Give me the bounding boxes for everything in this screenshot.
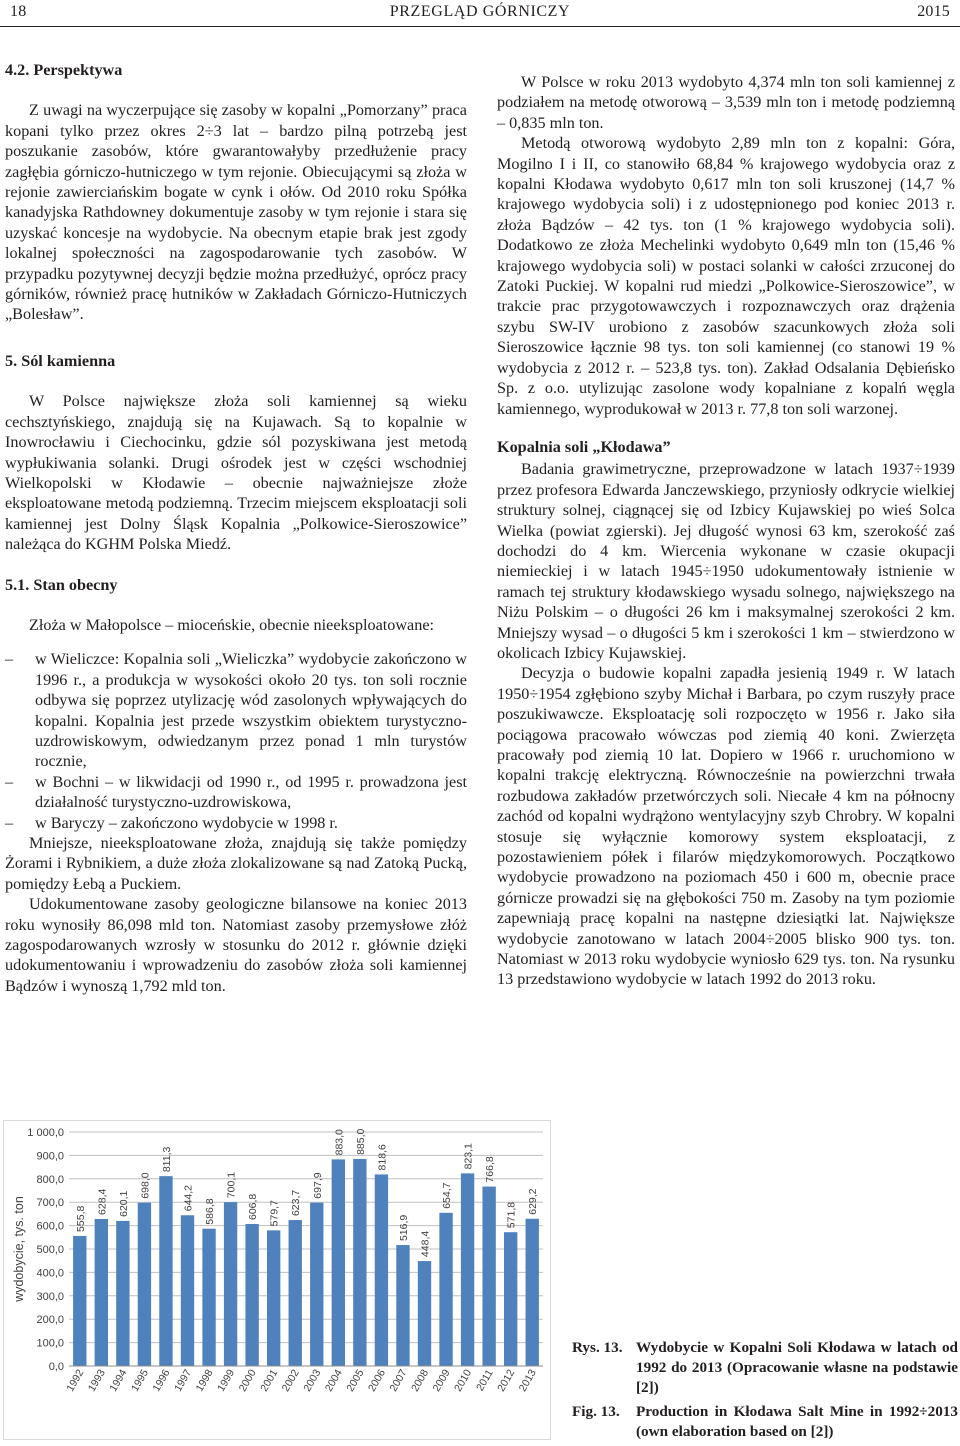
x-tick-label: 2007: [387, 1367, 410, 1394]
bar: [289, 1220, 302, 1366]
x-tick-label: 2001: [258, 1367, 281, 1394]
data-label: 606,8: [247, 1193, 260, 1221]
paragraph-mniejsze-zloza: Mniejsze, nieeksploatowane złoża, znajdują się także pomiędzy Żorami i Rybnikiem, a duże złoża zlokalizowane są nad Zatoką Pucką, pomiędzy Łebą a Puckiem.: [5, 834, 467, 893]
data-label: 823,1: [462, 1143, 475, 1170]
header-rule: [0, 26, 960, 27]
bar-chart-svg: [3, 1120, 551, 1440]
publication-year: 2015: [917, 3, 950, 20]
y-axis-title: wydobycie, tys. ton: [12, 1196, 26, 1302]
data-label: 571,8: [505, 1201, 518, 1229]
bar: [461, 1173, 474, 1366]
bar: [116, 1221, 129, 1366]
data-label: 620,1: [117, 1190, 130, 1217]
bar: [375, 1174, 388, 1366]
x-tick-label: 1996: [150, 1367, 173, 1394]
x-tick-label: 2011: [474, 1367, 496, 1394]
bar: [332, 1159, 345, 1366]
x-tick-label: 1998: [193, 1367, 216, 1394]
x-tick-label: 2005: [344, 1367, 367, 1394]
paragraph-perspektywa: Z uwagi na wyczerpujące się zasoby w kopalni „Pomorzany” praca kopani tylko przez okres 2÷3 lat – bardzo pilną potrzebą jest poszukanie zasobów, które gwarantowałyby przedłużenie pracy zagłębia górniczo-hutniczego w tym rejonie. Obiecującymi są złoża w rejonie zawierciańskim bogate w cynk i ołów. Od 2010 roku Spółka kanadyjska Rathdowney dokumentuje zasoby w tym rejonie i stara się uzyskać koncesje na wydobycie. Na obecnym etapie brak jest zgody lokalnej społeczności na zagospodarowanie tych zasobów. W przypadku pozytywnej decyzji będzie można przedłużyć, oprócz pracy górników, również pracę hutników w Zakładach Górniczo-Hutniczych „Bolesław”.: [5, 101, 467, 324]
x-tick-label: 1993: [85, 1367, 108, 1394]
data-label: 698,0: [139, 1172, 152, 1199]
list-item-bochnia: – w Bochni – w likwidacji od 1990 r., od 1995 r. prowadzona jest działalność turystyczno-uzdrowiskowa,: [5, 772, 467, 813]
x-tick-label: 1999: [215, 1367, 238, 1394]
figure-caption: [572, 1338, 958, 1446]
data-label: 448,4: [419, 1230, 432, 1258]
bar: [95, 1219, 108, 1366]
bar: [504, 1232, 517, 1366]
bar: [224, 1202, 237, 1366]
bar: [310, 1203, 323, 1366]
paragraph-zasoby: Udokumentowane zasoby geologiczne bilansowe na koniec 2013 roku wynosiły 86,098 mld ton. Natomiast zasoby przemysłowe złóż zagospodarowanych wzrosły w stosunku do 2012 r. głównie dzięki udokumentowaniu i wprowadzeniu do zasobów złoża soli kamiennej Bądzów i wynoszą 1,792 mld ton.: [5, 895, 467, 995]
page-number: 18: [10, 3, 27, 20]
paragraph-metoda-otworowa: Metodą otworową wydobyto 2,89 mln ton z kopalni: Góra, Mogilno I i II, co stanowiło 68,84 % krajowego wydobycia oraz z kopalni Kłodawa wydobyto 0,617 mln ton soli kruszonej (14,7 % krajowego wydobycia soli) i z udostępnionego pod koniec 2013 r. złoża Bądzów – 42 tys. ton (1 % krajowego wydobycia soli). Dodatkowo ze złoża Mechelinki wydobyto 0,649 mln ton (15,46 % krajowego wydobycia soli) w postaci solanki w całości zrzuconej do Zatoki Puckiej. W kopalni rud miedzi „Polkowice-Sieroszowice”, w trakcie prac przygotowawczych i rozpoznawczych oraz drążenia szybu SW-IV urobiono z zasobów szacunkowych złoża soli Sieroszowice łącznie 98 tys. ton soli kamiennej (co stanowi 19 % wydobycia z 2012 r. – 523,8 tys. ton). Zakład Odsalania Dębieńsko Sp. z o.o. utylizując zasolone wody kopalniane z kopalń węgla kamiennego, wyprodukował w 2013 r. 77,8 ton soli warzonej.: [497, 134, 955, 418]
left-column: [5, 60, 467, 996]
bar: [526, 1219, 539, 1366]
paragraph-decyzja: Decyzja o budowie kopalni zapadła jesienią 1949 r. W latach 1950÷1954 zgłębiono szyby Michał i Barbara, po czym ruszyły prace poszukiwawcze. Eksploatację soli rozpoczęto w 1956 r. Jako siła pociągowa pracowało wówczas pod ziemią 40 koni. Zwierzęta pracowały pod ziemią 10 lat. Dopiero w 1966 r. uruchomiono w kopalni trakcję elektryczną. Równocześnie na powierzchni trwała rozbudowa zakładów przetwórczych soli. Niecałe 4 km na północny zachód od kopalni wydrążono wentylacyjny szyb Chrobry. W kopalni stosuje się wyłącznie komorowy system eksploatacji, z pozostawieniem półek i filarów międzykomorowych. Początkowo wydobycie prowadzono na poziomach 450 i 600 m, obecnie prace górnicze prowadzi się na głębokości 750 m. Zasoby na tym poziomie zapewniają pracę kopalni na następne dziesiątki lat. Największe wydobycie zanotowano w latach 2004÷2005 blisko 900 tys. ton. Natomiast w 2013 roku wydobycie wyniosło 629 tys. ton. Na rysunku 13 przedstawiono wydobycie w latach 1992 do 2013 roku.: [497, 664, 955, 989]
x-tick-label: 2000: [236, 1367, 259, 1394]
paragraph-badania: Badania grawimetryczne, przeprowadzone w latach 1937÷1939 przez profesora Edwarda Janczewskiego, przyniosły odkrycie wielkiej struktury solnej, ciągnącej się od Izbicy Kujawskiej po wieś Solca Wielka (powiat zgierski). Jej długość wynosi 63 km, szerokość zaś dochodzi do 4 km. Wiercenia wykonane w czasie okupacji niemieckiej i w latach 1945÷1950 udokumentowały istnienie w ramach tej struktury kłodawskiego wysadu solnego, największego na Niżu Polskim – o długości 26 km i maksymalnej szerokości 2 km. Mniejszy wysad – o długości 5 km i szerokości 1 km – stwierdzono w okolicach Izbicy Kujawskiej.: [497, 460, 955, 662]
caption-label-rys: Rys. 13.: [572, 1339, 623, 1356]
data-label: 516,9: [397, 1214, 410, 1242]
y-tick-label: 500,0: [36, 1244, 64, 1256]
x-tick-label: 2012: [495, 1367, 518, 1394]
data-label: 629,2: [527, 1188, 540, 1215]
running-header: [8, 0, 952, 28]
bar: [73, 1236, 86, 1366]
data-label: 586,8: [204, 1198, 217, 1225]
data-label: 654,7: [441, 1182, 454, 1209]
caption-label-fig: Fig. 13.: [572, 1403, 620, 1420]
dash-list: [5, 649, 467, 833]
x-tick-label: 2013: [516, 1367, 539, 1394]
y-tick-label: 200,0: [36, 1314, 64, 1327]
right-column: [497, 72, 955, 990]
x-tick-label: 2010: [452, 1367, 475, 1394]
bar: [418, 1261, 431, 1366]
bar: [159, 1176, 172, 1366]
data-label: 623,7: [290, 1189, 303, 1217]
y-tick-label: 1 000,0: [27, 1127, 64, 1139]
paragraph-wydobycie-2013: W Polsce w roku 2013 wydobyto 4,374 mln ton soli kamiennej z podziałem na metodę otworową – 3,539 mln ton i metodę podziemną – 0,835 mln ton.: [497, 73, 955, 132]
paragraph-sol-kamienna: W Polsce największe złoża soli kamiennej są wieku cechsztyńskiego, znajdują się na Kujawach. Są to kopalnie w Inowrocławiu i Ciechocinku, gdzie sól pozyskiwana jest metodą wypłukiwania solanki. Drugi ośrodek jest w części wschodniej Wielkopolski w Kłodawie – obecnie najważniejsze złoże eksploatowane metodą podziemną. Trzecim miejscem eksploatacji soli kamiennej jest Dolny Śląsk Kopalnia „Polkowice-Sieroszowice” należąca do KGHM Polska Miedź.: [5, 392, 467, 554]
x-tick-label: 2006: [365, 1367, 389, 1394]
bar: [439, 1213, 452, 1366]
paragraph-zloza-malopolska: Złoża w Małopolsce – mioceńskie, obecnie nieeksploatowane:: [29, 615, 435, 634]
data-label: 644,2: [182, 1184, 195, 1212]
x-tick-label: 1994: [107, 1367, 130, 1394]
section-heading-5: 5. Sól kamienna: [5, 351, 116, 370]
data-label: 700,1: [225, 1171, 238, 1199]
x-tick-label: 2004: [322, 1367, 345, 1394]
data-label: 697,9: [311, 1172, 324, 1199]
y-tick-label: 800,0: [36, 1173, 64, 1186]
caption-text-fig: Production in Kłodawa Salt Mine in 1992÷2013 (own elaboration based on [2]): [636, 1403, 958, 1440]
caption-text-rys: Wydobycie w Kopalni Soli Kłodawa w latach od 1992 do 2013 (Opracowanie własne na podstawie [2]): [636, 1339, 958, 1396]
y-tick-label: 400,0: [36, 1267, 64, 1280]
data-label: 766,8: [484, 1156, 497, 1183]
y-tick-label: 700,0: [36, 1197, 64, 1210]
bar: [181, 1215, 194, 1366]
x-tick-label: 2008: [409, 1367, 432, 1394]
data-label: 883,0: [333, 1129, 346, 1156]
bar: [202, 1229, 215, 1366]
bar: [482, 1187, 495, 1366]
y-tick-label: 300,0: [36, 1290, 64, 1303]
data-label: 579,7: [268, 1200, 281, 1227]
data-label: 811,3: [160, 1146, 173, 1173]
x-tick-label: 2003: [301, 1367, 324, 1394]
x-tick-label: 2002: [279, 1367, 302, 1394]
section-heading-klodawa: Kopalnia soli „Kłodawa”: [497, 437, 671, 456]
x-tick-label: 1997: [172, 1367, 195, 1394]
y-tick-label: 0,0: [48, 1361, 64, 1373]
x-tick-label: 1992: [64, 1367, 87, 1394]
y-tick-label: 900,0: [36, 1150, 64, 1163]
section-heading-5-1: 5.1. Stan obecny: [5, 575, 118, 594]
journal-title: PRZEGLĄD GÓRNICZY: [389, 3, 571, 20]
data-label: 818,6: [376, 1144, 389, 1171]
section-heading-4-2: 4.2. Perspektywa: [5, 61, 123, 79]
bar: [245, 1224, 258, 1366]
y-tick-label: 600,0: [36, 1220, 64, 1233]
list-item-barycz: – w Baryczy – zakończono wydobycie w 1998 r.: [5, 813, 467, 833]
production-chart: [3, 1120, 551, 1440]
data-label: 885,0: [354, 1128, 367, 1155]
x-tick-label: 1995: [128, 1367, 152, 1394]
bar: [353, 1159, 366, 1366]
bar: [267, 1230, 280, 1366]
x-tick-label: 2009: [430, 1367, 453, 1394]
data-label: 628,4: [96, 1188, 109, 1215]
list-item-wieliczka: – w Wieliczce: Kopalnia soli „Wieliczka” wydobycie zakończono w 1996 r., a produkcja w wysokości około 20 tys. ton soli rocznie odbywa się poprzez utylizację wód zasolonych wpływających do kopalni. Kopalnia jest przede wszystkim obiektem turystyczno-uzdrowiskowym, odwiedzanym przez ponad 1 mln turystów rocznie,: [5, 649, 467, 771]
caption-english: [572, 1402, 958, 1442]
caption-polish: [572, 1338, 958, 1398]
data-label: 555,8: [74, 1205, 87, 1232]
y-tick-label: 100,0: [36, 1337, 64, 1350]
bar: [138, 1203, 151, 1366]
bar: [396, 1245, 409, 1366]
